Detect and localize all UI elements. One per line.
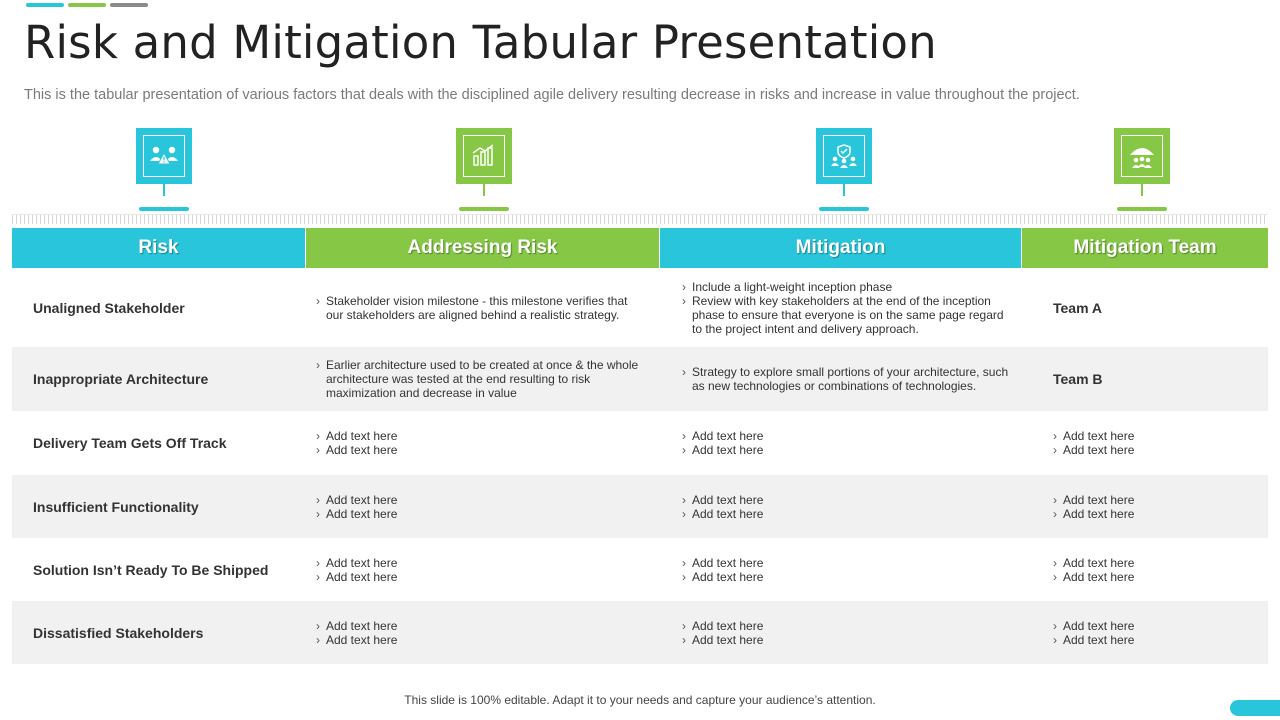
page-title: Risk and Mitigation Tabular Presentation	[24, 16, 937, 69]
addressing-cell	[316, 538, 670, 601]
analysis-chart-icon	[471, 143, 497, 169]
list-item: › Add text here	[682, 507, 763, 521]
accent-bar-cyan	[26, 3, 64, 7]
mitigation-cell	[670, 268, 1032, 347]
risk-cell: Solution Isn’t Ready To Be Shipped	[33, 561, 269, 578]
table-header	[12, 228, 1268, 268]
addressing-cell	[316, 475, 670, 538]
top-accent-bars	[26, 3, 148, 7]
team-cell	[1032, 475, 1268, 538]
list-item: › Add text here	[1053, 633, 1134, 647]
list-item: › Add text here	[316, 570, 397, 584]
list-item: › Add text here	[316, 556, 397, 570]
list-item: › Add text here	[1053, 493, 1134, 507]
table-row	[12, 268, 1268, 347]
list-item: › Earlier architecture used to be created at once & the whole architecture was tested at the end resulting to risk maximization and decrease in value	[316, 358, 646, 400]
list-item: › Add text here	[316, 633, 397, 647]
column-icon-mitigation	[816, 128, 872, 211]
list-item: › Add text here	[682, 633, 763, 647]
team-cell: Team B	[1053, 371, 1103, 387]
risk-cell: Unaligned Stakeholder	[33, 299, 185, 316]
column-icon-team	[1114, 128, 1170, 211]
header-mitigation-team: Mitigation Team	[1022, 228, 1268, 268]
risk-cell: Dissatisfied Stakeholders	[33, 624, 204, 641]
column-icon-risk	[136, 128, 192, 211]
list-item: › Add text here	[682, 493, 763, 507]
header-addressing-risk: Addressing Risk	[306, 228, 660, 268]
table-row	[12, 347, 1268, 411]
list-item: › Add text here	[1053, 507, 1134, 521]
footer-note: This slide is 100% editable. Adapt it to your needs and capture your audience’s attention.	[404, 693, 876, 707]
list-item: › Review with key stakeholders at the end of the inception phase to ensure that everyone is on the same page regard to the project intent and delivery approach.	[682, 294, 1012, 336]
list-item: › Stakeholder vision milestone - this milestone verifies that our stakeholders are aligned behind a realistic strategy.	[316, 294, 641, 322]
list-item: › Add text here	[682, 619, 763, 633]
mitigation-cell	[670, 601, 1032, 664]
accent-bar-gray	[110, 3, 148, 7]
list-item: › Add text here	[682, 570, 763, 584]
risk-cell: Inappropriate Architecture	[33, 371, 209, 387]
addressing-cell	[316, 347, 670, 411]
table-row	[12, 411, 1268, 475]
addressing-cell	[316, 268, 670, 347]
mitigation-cell	[670, 475, 1032, 538]
list-item: › Add text here	[1053, 570, 1134, 584]
team-shield-icon	[830, 143, 858, 169]
page-subtitle: This is the tabular presentation of various factors that deals with the disciplined agile delivery resulting decrease in risks and increase in value throughout the project.	[24, 87, 1080, 103]
list-item: › Add text here	[316, 429, 397, 443]
team-cell: Team A	[1053, 299, 1103, 316]
table-row	[12, 601, 1268, 664]
addressing-cell	[316, 411, 670, 475]
list-item: › Add text here	[316, 619, 397, 633]
list-item: › Add text here	[682, 443, 763, 457]
list-item: › Add text here	[316, 507, 397, 521]
corner-accent	[1230, 700, 1280, 716]
team-cell	[1032, 601, 1268, 664]
mitigation-cell	[670, 538, 1032, 601]
list-item: › Add text here	[316, 443, 397, 457]
list-item: › Add text here	[1053, 429, 1134, 443]
list-item: › Add text here	[1053, 556, 1134, 570]
list-item: › Include a light-weight inception phase	[682, 280, 1012, 294]
list-item: › Add text here	[682, 556, 763, 570]
team-cell	[1032, 411, 1268, 475]
team-umbrella-icon	[1128, 143, 1156, 169]
list-item: › Strategy to explore small portions of your architecture, such as new technologies or combinations of technologies.	[682, 365, 1017, 393]
header-risk: Risk	[12, 228, 306, 268]
accent-bar-green	[68, 3, 106, 7]
list-item: › Add text here	[1053, 443, 1134, 457]
mitigation-cell	[670, 347, 1032, 411]
risk-table	[12, 228, 1268, 664]
table-row	[12, 538, 1268, 601]
header-mitigation: Mitigation	[660, 228, 1022, 268]
addressing-cell	[316, 601, 670, 664]
list-item: › Add text here	[1053, 619, 1134, 633]
table-row	[12, 475, 1268, 538]
stakeholder-warning-icon	[149, 144, 179, 168]
risk-cell: Insufficient Functionality	[33, 498, 199, 515]
column-icon-addressing	[456, 128, 512, 211]
list-item: › Add text here	[682, 429, 763, 443]
risk-cell: Delivery Team Gets Off Track	[33, 435, 227, 451]
team-cell	[1032, 538, 1268, 601]
mitigation-cell	[670, 411, 1032, 475]
list-item: › Add text here	[316, 493, 397, 507]
ruler-divider	[12, 214, 1268, 224]
